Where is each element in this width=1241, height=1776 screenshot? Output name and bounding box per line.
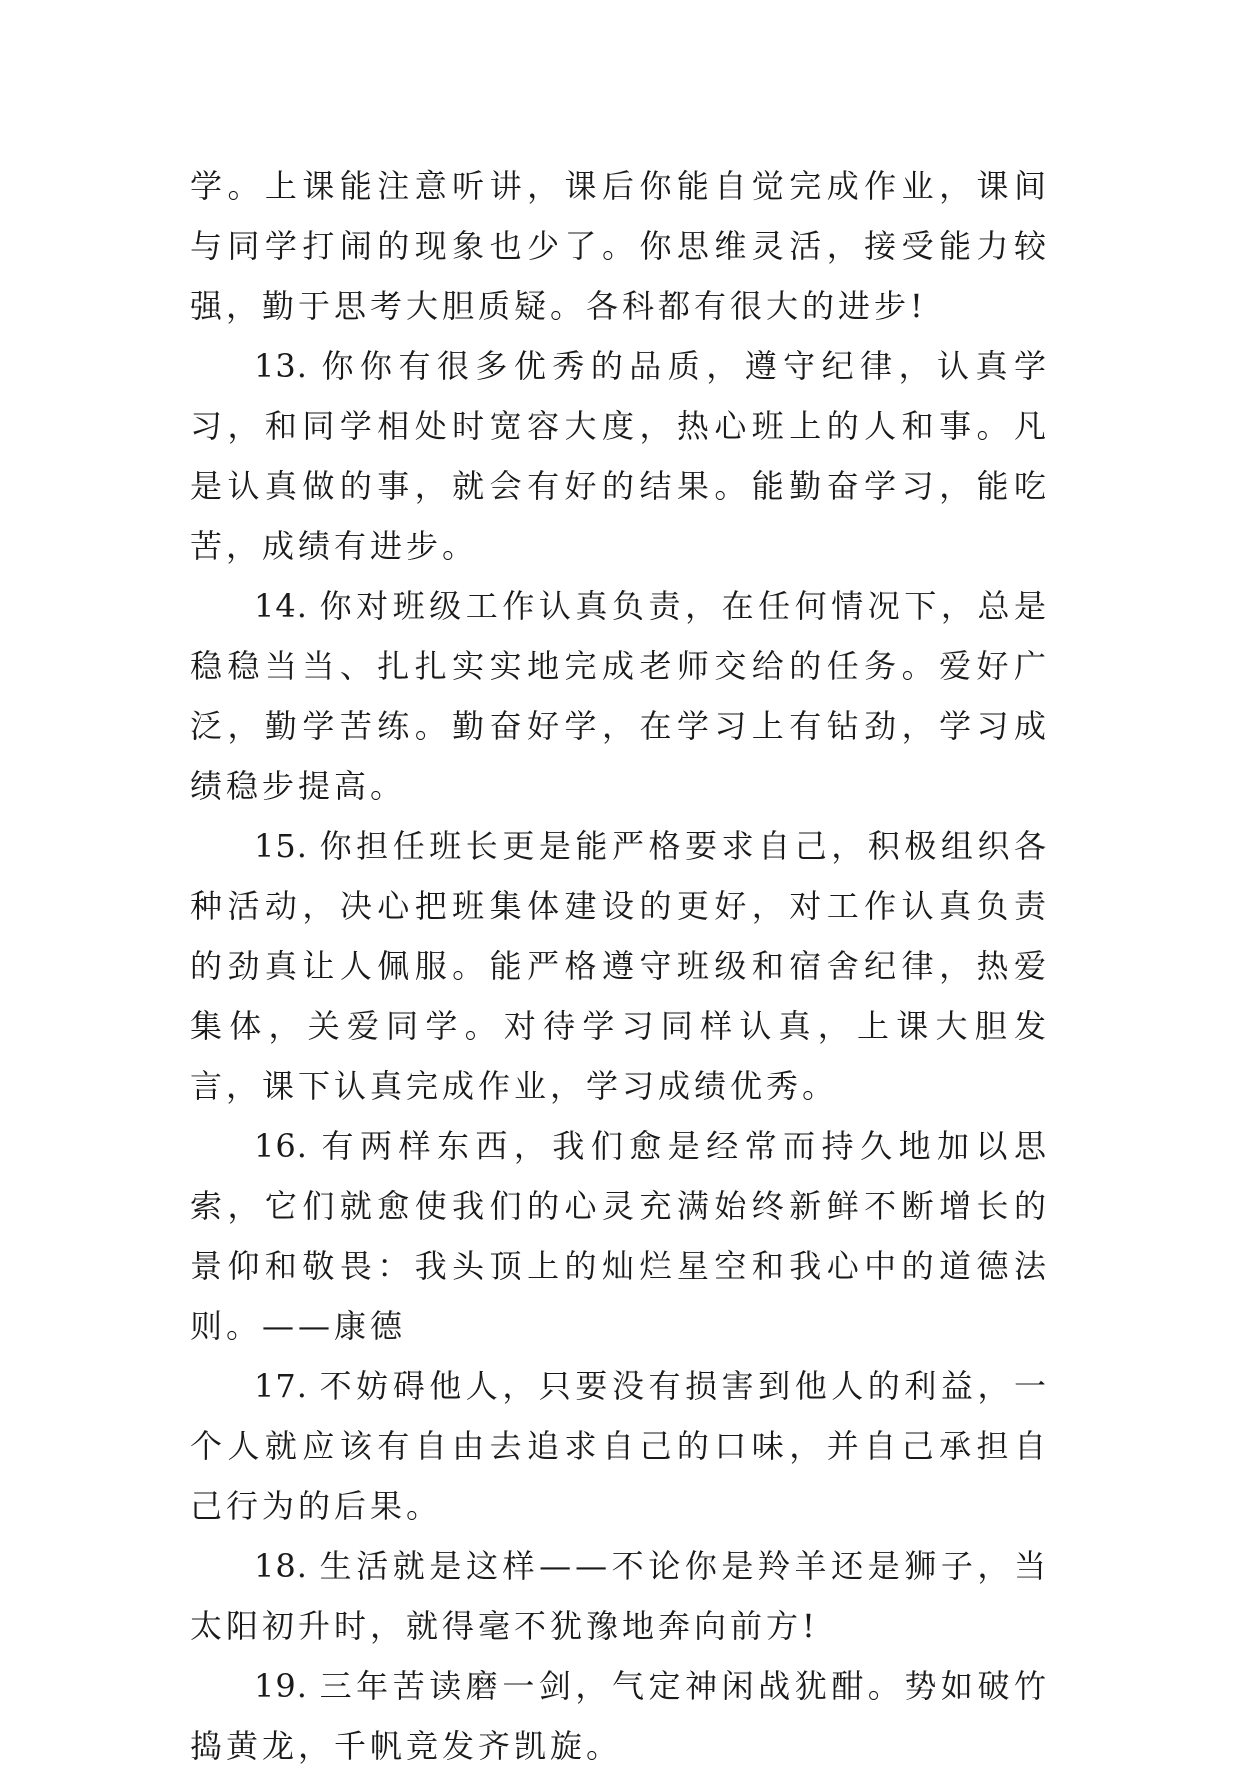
paragraph-text: 你对班级工作认真负责，在任何情况下，总是稳稳当当、扎扎实实地完成老师交给的任务。爱好广泛，勤学苦练。勤奋好学，在学习上有钻劲，学习成绩稳步提高。: [190, 587, 1050, 805]
paragraph-19: [190, 1656, 1050, 1776]
paragraph-number: 17.: [254, 1367, 320, 1405]
paragraph-number: 15.: [254, 827, 320, 865]
document-body: [190, 156, 1050, 1776]
paragraph-number: 19.: [254, 1667, 320, 1705]
paragraph-13: [190, 336, 1050, 576]
paragraph-number: 14.: [254, 587, 320, 625]
paragraph-17: [190, 1356, 1050, 1536]
paragraph-text: 三年苦读磨一剑，气定神闲战犹酣。势如破竹捣黄龙，千帆竞发齐凯旋。: [190, 1667, 1050, 1765]
paragraph-14: [190, 576, 1050, 816]
paragraph-text: 生活就是这样——不论你是羚羊还是狮子，当太阳初升时，就得毫不犹豫地奔向前方!: [190, 1547, 1050, 1645]
paragraph-number: 16.: [254, 1127, 322, 1165]
paragraph-text: 不妨碍他人，只要没有损害到他人的利益，一个人就应该有自由去追求自己的口味，并自己承担自己行为的后果。: [190, 1367, 1050, 1525]
paragraph-text: 你担任班长更是能严格要求自己，积极组织各种活动，决心把班集体建设的更好，对工作认真负责的劲真让人佩服。能严格遵守班级和宿舍纪律，热爱集体，关爱同学。对待学习同样认真，上课大胆发言，课下认真完成作业，学习成绩优秀。: [190, 827, 1050, 1105]
paragraph-continued: [190, 156, 1050, 336]
paragraph-18: [190, 1536, 1050, 1656]
paragraph-16: [190, 1116, 1050, 1356]
paragraph-text: 学。上课能注意听讲，课后你能自觉完成作业，课间与同学打闹的现象也少了。你思维灵活，接受能力较强，勤于思考大胆质疑。各科都有很大的进步!: [190, 167, 1050, 325]
paragraph-text: 有两样东西，我们愈是经常而持久地加以思索，它们就愈使我们的心灵充满始终新鲜不断增长的景仰和敬畏：我头顶上的灿烂星空和我心中的道德法则。——康德: [190, 1127, 1051, 1345]
paragraph-15: [190, 816, 1050, 1116]
paragraph-number: 13.: [254, 347, 322, 385]
paragraph-number: 18.: [254, 1547, 320, 1585]
paragraph-text: 你你有很多优秀的品质，遵守纪律，认真学习，和同学相处时宽容大度，热心班上的人和事。凡是认真做的事，就会有好的结果。能勤奋学习，能吃苦，成绩有进步。: [190, 347, 1051, 565]
